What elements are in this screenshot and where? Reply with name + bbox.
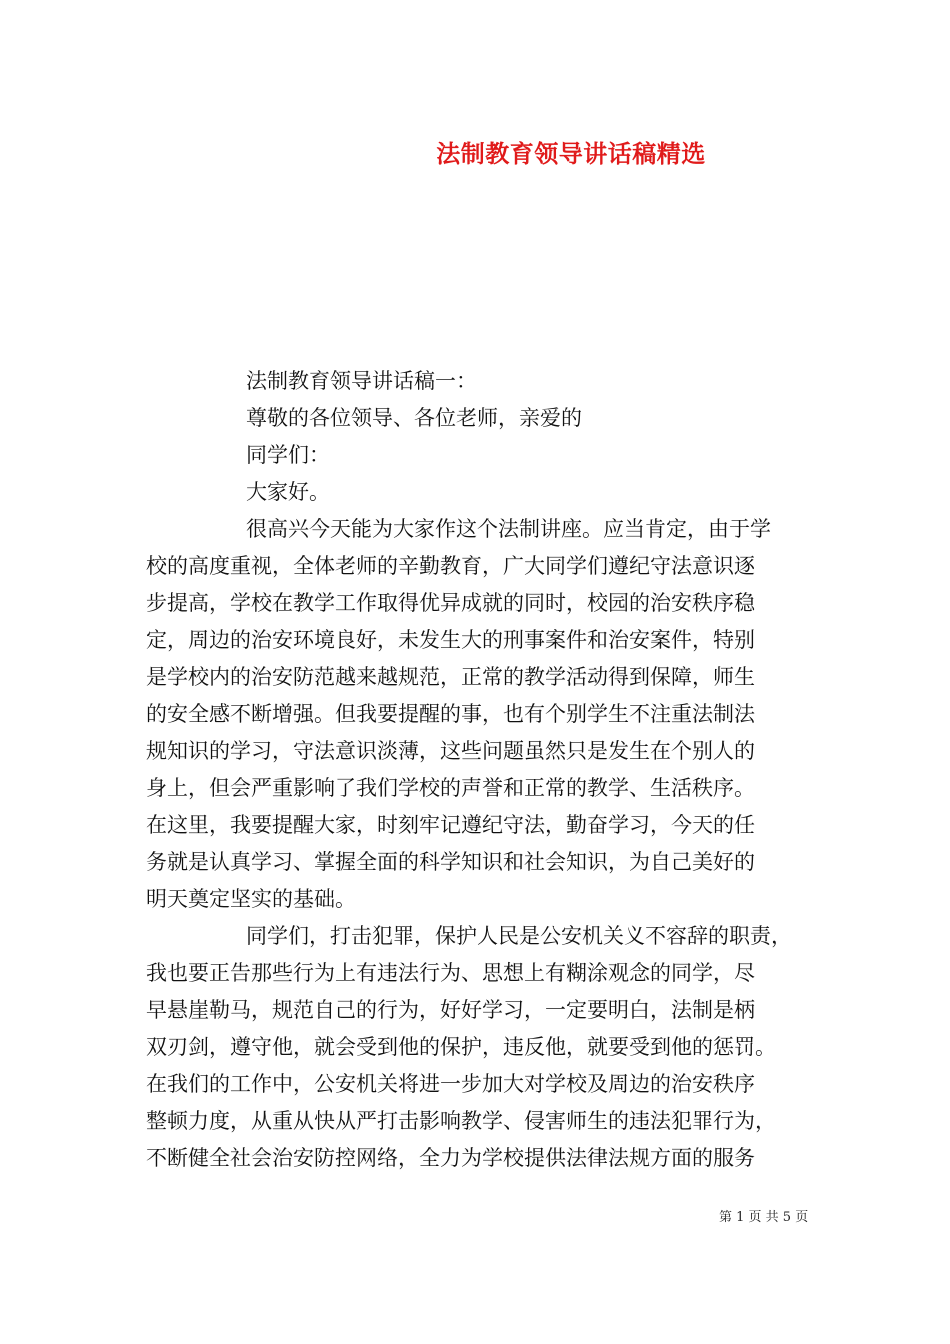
paragraph-line: 定，周边的治安环境良好，未发生大的刑事案件和治安案件，特别 — [146, 628, 755, 652]
intro-line: 同学们： — [246, 443, 330, 467]
paragraph-line: 步提高，学校在教学工作取得优异成就的同时，校园的治安秩序稳 — [146, 591, 755, 615]
paragraph-line: 在这里，我要提醒大家，时刻牢记遵纪守法，勤奋学习，今天的任 — [146, 813, 755, 837]
intro-line: 法制教育领导讲话稿一： — [246, 369, 477, 393]
paragraph-line: 校的高度重视，全体老师的辛勤教育，广大同学们遵纪守法意识逐 — [146, 554, 755, 578]
paragraph-line: 整顿力度，从重从快从严打击影响教学、侵害师生的违法犯罪行为， — [146, 1109, 776, 1133]
paragraph-line: 的安全感不断增强。但我要提醒的事，也有个别学生不注重法制法 — [146, 702, 755, 726]
document-title: 法制教育领导讲话稿精选 — [436, 140, 706, 168]
paragraph-line: 双刃剑，遵守他，就会受到他的保护，违反他，就要受到他的惩罚。 — [146, 1035, 776, 1059]
paragraph-line: 很高兴今天能为大家作这个法制讲座。应当肯定，由于学 — [246, 517, 771, 541]
paragraph-line: 我也要正告那些行为上有违法行为、思想上有糊涂观念的同学，尽 — [146, 961, 755, 985]
intro-line: 大家好。 — [246, 480, 330, 504]
page-footer: 第 1 页 共 5 页 — [719, 1210, 809, 1225]
paragraph-line: 早悬崖勒马，规范自己的行为，好好学习，一定要明白，法制是柄 — [146, 998, 755, 1022]
paragraph-line: 在我们的工作中，公安机关将进一步加大对学校及周边的治安秩序 — [146, 1072, 755, 1096]
paragraph-line: 不断健全社会治安防控网络，全力为学校提供法律法规方面的服务 — [146, 1146, 755, 1170]
intro-line: 尊敬的各位领导、各位老师，亲爱的 — [246, 406, 582, 430]
paragraph-line: 是学校内的治安防范越来越规范，正常的教学活动得到保障，师生 — [146, 665, 755, 689]
paragraph-line: 身上，但会严重影响了我们学校的声誉和正常的教学、生活秩序。 — [146, 776, 755, 800]
paragraph-line: 务就是认真学习、掌握全面的科学知识和社会知识，为自己美好的 — [146, 850, 755, 874]
paragraph-line: 同学们，打击犯罪，保护人民是公安机关义不容辞的职责， — [246, 924, 792, 948]
paragraph-line: 规知识的学习，守法意识淡薄，这些问题虽然只是发生在个别人的 — [146, 739, 755, 763]
paragraph-line: 明天奠定坚实的基础。 — [146, 887, 356, 911]
